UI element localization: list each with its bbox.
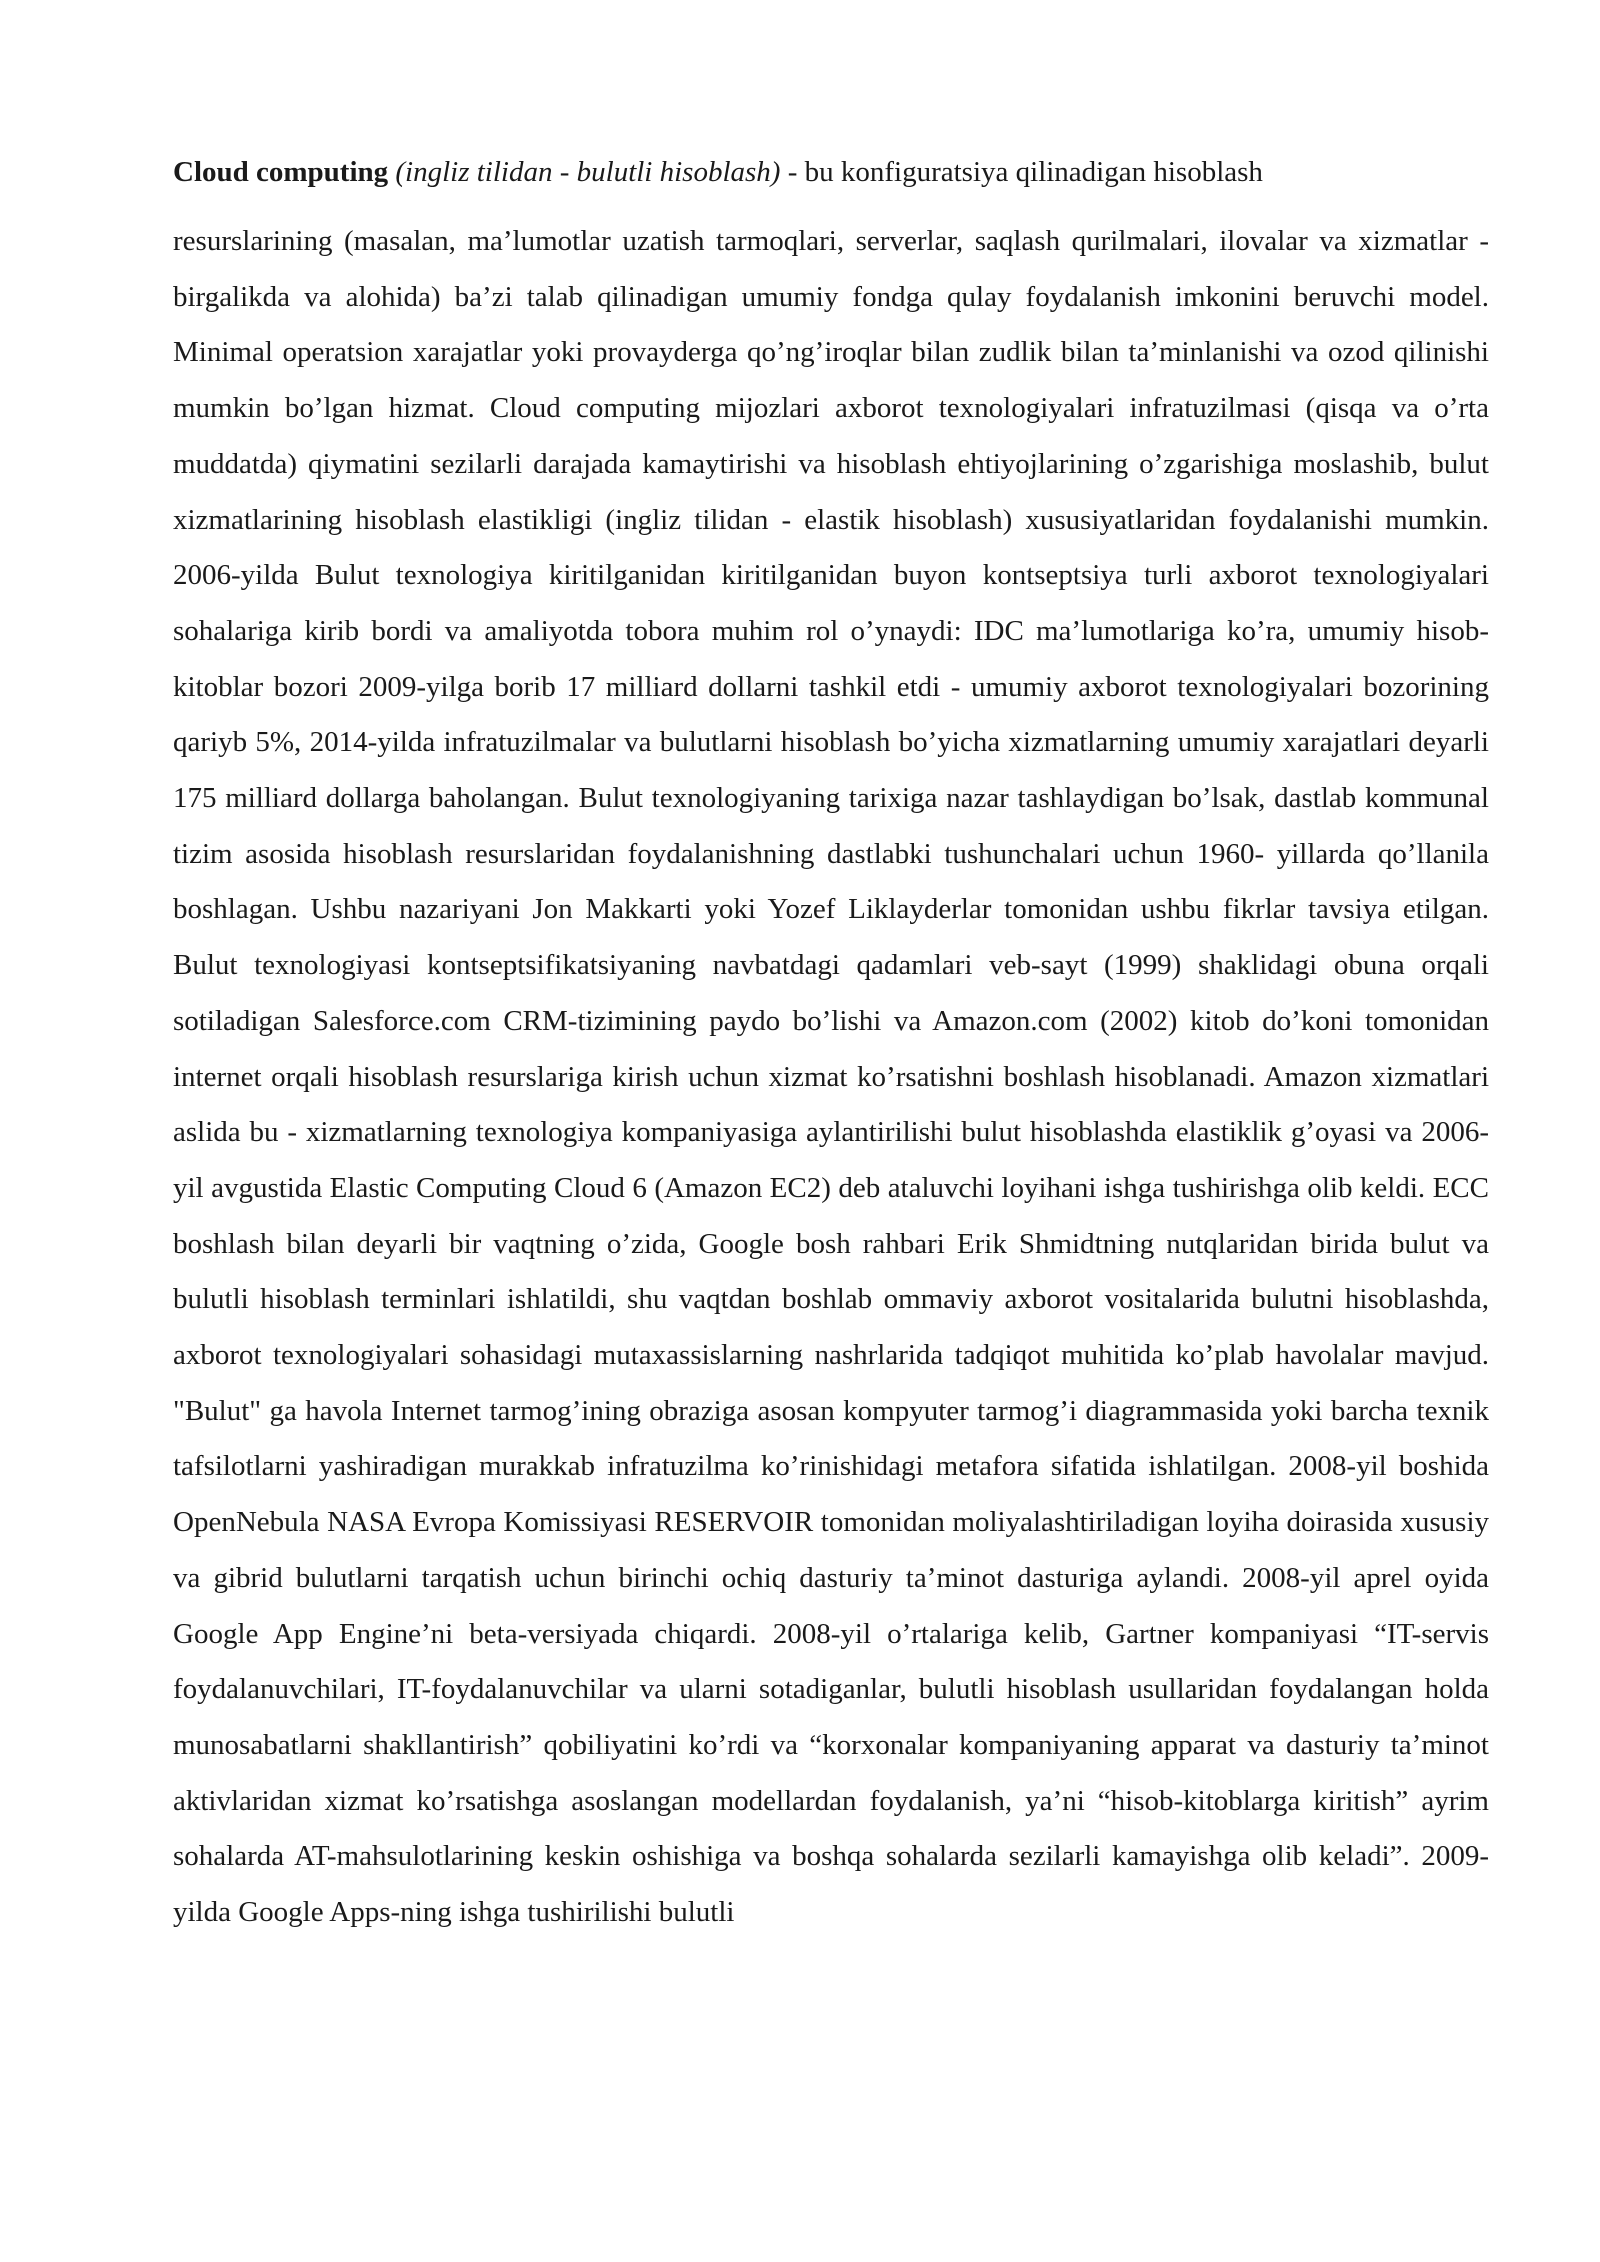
term-translation: (ingliz tilidan - bulutli hisoblash) xyxy=(395,156,781,188)
term-heading: Cloud computing xyxy=(173,156,389,188)
body-paragraph: resurslarining (masalan, ma’lumotlar uzatish tarmoqlari, serverlar, saqlash qurilmalari, ilovalar va xizmatlar - birgalikda va alohida) ba’zi talab qilinadigan umumiy fondga qulay foydalanish imkonini beruvchi model. Minimal operatsion xarajatlar yoki provayderga qo’ng’iroqlar bilan zudlik bilan ta’minlanishi va ozod qilinishi mumkin bo’lgan hizmat. Cloud computing mijozlari axborot texnologiyalari infratuzilmasi (qisqa va o’rta muddatda) qiymatini sezilarli darajada kamaytirishi va hisoblash ehtiyojlarining o’zgarishiga moslashib, bulut xizmatlarining hisoblash elastikligi (ingliz tilidan - elastik hisoblash) xususiyatlaridan foydalanishi mumkin. 2006-yilda Bulut texnologiya kiritilganidan kiritilganidan buyon kontseptsiya turli axborot texnologiyalari sohalariga kirib bordi va amaliyotda tobora muhim rol o’ynaydi: IDC ma’lumotlariga ko’ra, umumiy hisob-kitoblar bozori 2009-yilga borib 17 milliard dollarni tashkil etdi - umumiy axborot texnologiyalari bozorining qariyb 5%, 2014-yilda infratuzilmalar va bulutlarni hisoblash bo’yicha xizmatlarning umumiy xarajatlari deyarli 175 milliard dollarga baholangan. Bulut texnologiyaning tarixiga nazar tashlaydigan bo’lsak, dastlab kommunal tizim asosida hisoblash resurslaridan foydalanishning dastlabki tushunchalari uchun 1960- yillarda qo’llanila boshlagan. Ushbu nazariyani Jon Makkarti yoki Yozef Liklayderlar tomonidan ushbu fikrlar tavsiya etilgan. Bulut texnologiyasi kontseptsifikatsiyaning navbatdagi qadamlari veb-sayt (1999) shaklidagi obuna orqali sotiladigan Salesforce.com CRM-tizimining paydo bo’lishi va Amazon.com (2002) kitob do’koni tomonidan internet orqali hisoblash resurslariga kirish uchun xizmat ko’rsatishni boshlash hisoblanadi. Amazon xizmatlari aslida bu - xizmatlarning texnologiya kompaniyasiga aylantirilishi bulut hisoblashda elastiklik g’oyasi va 2006-yil avgustida Elastic Computing Cloud 6 (Amazon EC2) deb ataluvchi loyihani ishga tushirishga olib keldi. ECC boshlash bilan deyarli bir vaqtning o’zida, Google bosh rahbari Erik Shmidtning nutqlaridan birida bulut va bulutli hisoblash terminlari ishlatildi, shu vaqtdan boshlab ommaviy axborot vositalarida bulutni hisoblashda, axborot texnologiyalari sohasidagi mutaxassislarning nashrlarida tadqiqot muhitida ko’plab havolalar mavjud. "Bulut" ga havola Internet tarmog’ining obraziga asosan kompyuter tarmog’i diagrammasida yoki barcha texnik tafsilotlarni yashiradigan murakkab infratuzilma ko’rinishidagi metafora sifatida ishlatilgan. 2008-yil boshida OpenNebula NASA Evropa Komissiyasi RESERVOIR tomonidan moliyalashtiriladigan loyiha doirasida xususiy va gibrid bulutlarni tarqatish uchun birinchi ochiq dasturiy ta’minot dasturiga aylandi. 2008-yil aprel oyida Google App Engine’ni beta-versiyada chiqardi. 2008-yil o’rtalariga kelib, Gartner kompaniyasi “IT-servis foydalanuvchilari, IT-foydalanuvchilar va ularni sotadiganlar, bulutli hisoblash usullaridan foydalangan holda munosabatlarni shakllantirish” qobiliyatini ko’rdi va “korxonalar kompaniyaning apparat va dasturiy ta’minot aktivlaridan xizmat ko’rsatishga asoslangan modellardan foydalanish, ya’ni “hisob-kitoblarga kiritish” ayrim sohalarda AT-mahsulotlarining keskin oshishiga va boshqa sohalarda sezilarli kamayishga olib keladi”. 2009-yilda Google Apps-ning ishga tushirilishi bulutli xyxy=(173,225,1489,1929)
first-line xyxy=(173,150,1489,194)
document-content xyxy=(173,150,1489,1941)
first-line-text: - bu konfiguratsiya qilinadigan hisoblash xyxy=(780,156,1263,188)
